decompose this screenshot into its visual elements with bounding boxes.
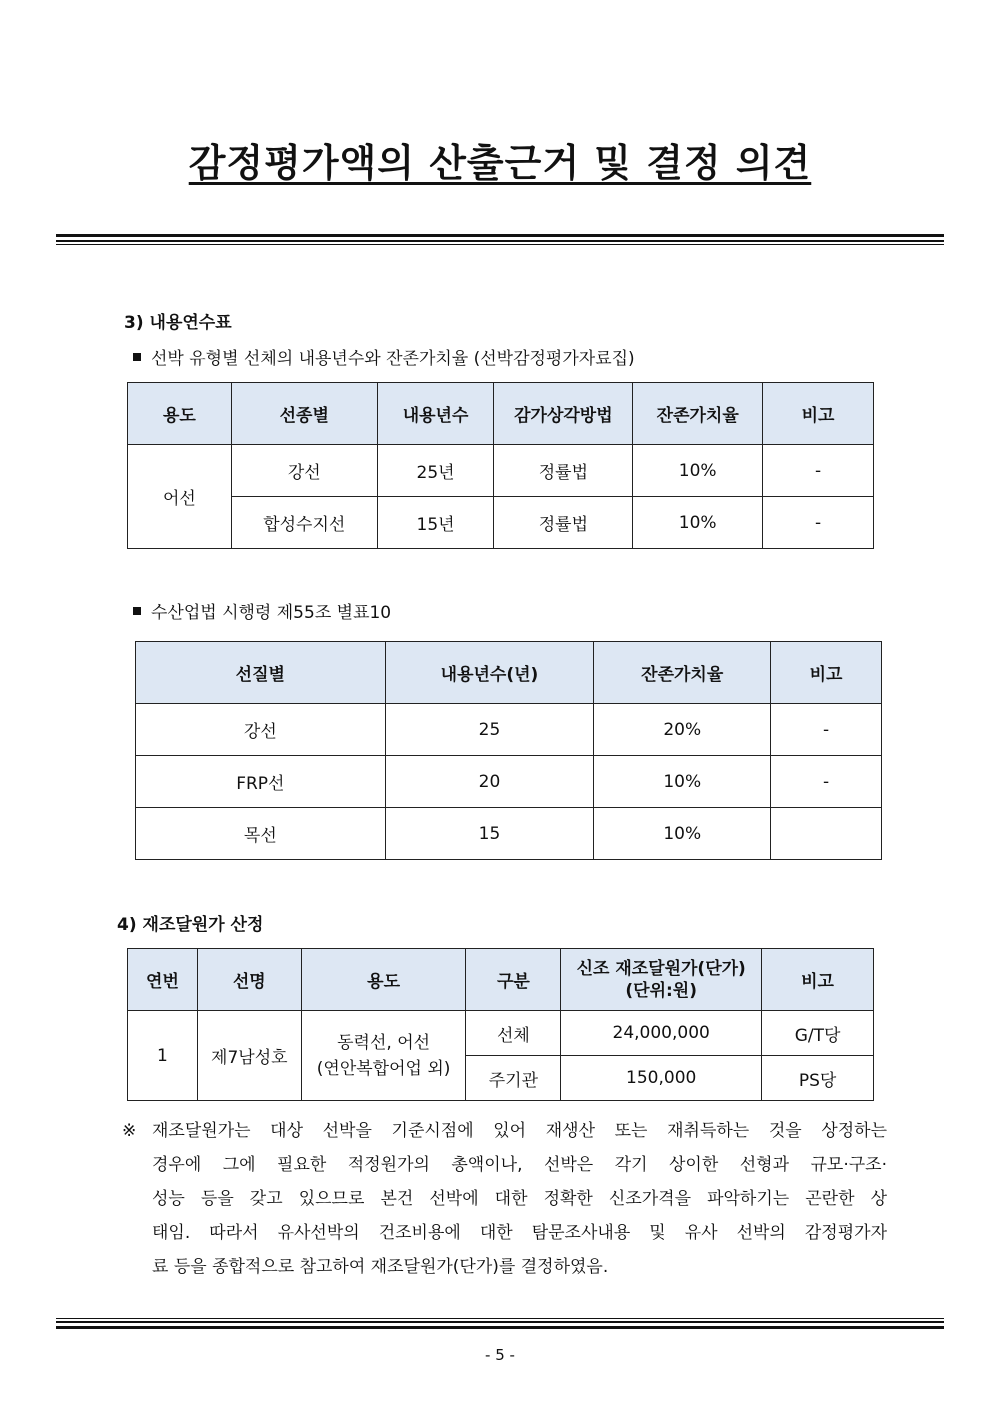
header-cell: 선질별 [136,642,386,704]
note-line: 경우에 그에 필요한 적정원가의 총액이나, 선박은 각기 상이한 선형과 규모‧구조‧ [152,1155,887,1175]
table-cell: 20 [385,756,594,808]
header-cell: 비고 [763,383,874,445]
header-cell: 잔존가치율 [633,383,763,445]
header-cell: 잔존가치율 [594,642,771,704]
table-cell: - [763,497,874,549]
table-row [128,445,874,497]
table-row [128,1011,874,1056]
bottom-divider [56,1316,944,1329]
table-cell: - [771,704,882,756]
table-cell: 제7남성호 [197,1011,301,1101]
replacement-cost-table [127,948,874,1101]
table-cell: 150,000 [561,1056,762,1101]
table-header-row [128,383,874,445]
header-cell: 내용년수 [377,383,494,445]
cell-line: 동력선, 어선 [337,1032,431,1053]
table-header-row [136,642,882,704]
useful-life-table [127,382,874,549]
table-cell [771,808,882,860]
note-line: 성능 등을 갖고 있으므로 본건 선박에 대한 정확한 신조가격을 파악하기는 곤란한 상 [152,1189,887,1209]
note-paragraph [122,1114,887,1284]
table-cell: 10% [633,497,763,549]
header-cell: 용도 [128,383,232,445]
header-cell: 비고 [762,949,874,1011]
table-cell: 정률법 [494,445,633,497]
square-bullet-icon [133,353,141,361]
square-bullet-icon [133,607,141,615]
bullet-1 [133,344,635,369]
header-cell-line: (단위:원) [625,980,697,1001]
table-cell: 25년 [377,445,494,497]
header-cell: 선명 [197,949,301,1011]
table-cell: 10% [594,808,771,860]
table-cell: 10% [594,756,771,808]
table-cell: 15 [385,808,594,860]
table-row [136,704,882,756]
header-cell: 감가상각방법 [494,383,633,445]
fisheries-act-table [135,641,882,860]
header-cell: 용도 [301,949,466,1011]
header-cell-line: 신조 재조달원가(단가) [576,958,746,979]
table-cell [301,1011,466,1101]
note-line: 재조달원가는 대상 선박을 기준시점에 있어 재생산 또는 재취득하는 것을 상정하는 [152,1121,887,1141]
page-title: 감정평가액의 산출근거 및 결정 의견 [188,141,812,185]
note-mark: ※ [122,1121,137,1141]
note-line: 태임. 따라서 유사선박의 건조비용에 대한 탐문조사내용 및 유사 선박의 감정평가자 [152,1223,887,1243]
table-header-row [128,949,874,1011]
table-cell: - [771,756,882,808]
bullet-2-text: 수산업법 시행령 제55조 별표10 [151,603,392,623]
page-number: - 5 - [485,1346,515,1364]
header-cell: 연번 [128,949,198,1011]
table-cell: PS당 [762,1056,874,1101]
header-cell: 비고 [771,642,882,704]
bullet-1-text: 선박 유형별 선체의 내용년수와 잔존가치율 (선박감정평가자료집) [151,349,635,369]
cell-line: (연안복합어업 외) [316,1058,451,1079]
table-cell: 정률법 [494,497,633,549]
table-cell: 목선 [136,808,386,860]
table-cell: 어선 [128,445,232,549]
table-row [128,497,874,549]
section-4-heading: 4) 재조달원가 산정 [117,915,264,935]
header-cell: 내용년수(년) [385,642,594,704]
table-cell: 25 [385,704,594,756]
table-cell: 강선 [231,445,377,497]
table-cell: 1 [128,1011,198,1101]
table-cell: 선체 [466,1011,561,1056]
table-row [136,756,882,808]
header-cell: 선종별 [231,383,377,445]
table-cell: 강선 [136,704,386,756]
table-row [136,808,882,860]
table-cell: 20% [594,704,771,756]
bullet-2 [133,598,391,623]
table-cell: 15년 [377,497,494,549]
header-cell: 구분 [466,949,561,1011]
table-cell: - [763,445,874,497]
note-line: 료 등을 종합적으로 참고하여 재조달원가(단가)를 결정하였음. [152,1257,609,1277]
table-cell: 합성수지선 [231,497,377,549]
table-cell: FRP선 [136,756,386,808]
top-divider [56,234,944,245]
table-cell: 주기관 [466,1056,561,1101]
header-cell [561,949,762,1011]
table-cell: 24,000,000 [561,1011,762,1056]
table-cell: 10% [633,445,763,497]
table-cell: G/T당 [762,1011,874,1056]
section-3-heading: 3) 내용연수표 [124,313,232,333]
